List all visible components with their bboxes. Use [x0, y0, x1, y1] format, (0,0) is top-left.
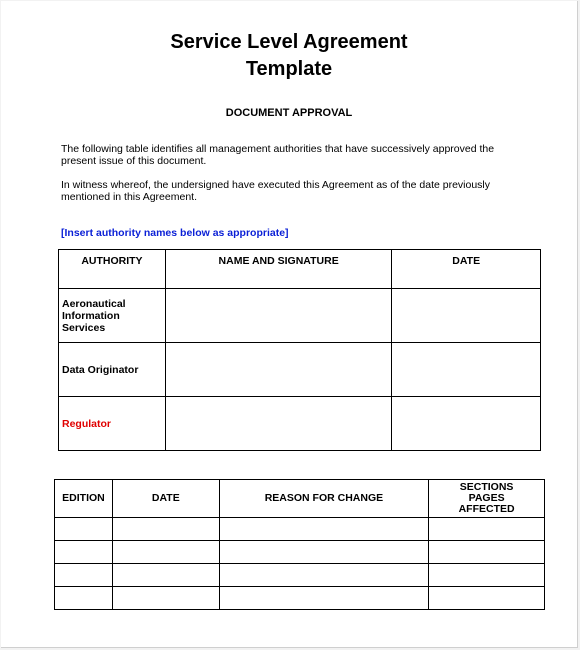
name-signature-cell[interactable]	[165, 397, 391, 451]
reason-cell[interactable]	[219, 587, 428, 610]
document-title	[1, 29, 577, 83]
insert-authority-note: [Insert authority names below as appropriate]	[61, 227, 289, 239]
approval-table	[58, 249, 541, 451]
approval-header-row	[59, 250, 541, 289]
edition-cell[interactable]	[55, 518, 113, 541]
edition-header: EDITION	[55, 480, 113, 518]
title-line-2: Template	[245, 58, 333, 80]
title-line-1: Service Level Agreement	[170, 31, 408, 53]
date-header: DATE	[392, 250, 541, 289]
reason-cell[interactable]	[219, 564, 428, 587]
edition-cell[interactable]	[55, 564, 113, 587]
table-row	[59, 289, 541, 343]
table-row	[55, 541, 545, 564]
table-row	[55, 518, 545, 541]
sections-header-line: SECTIONS	[459, 481, 514, 493]
approval-heading: DOCUMENT APPROVAL	[225, 107, 353, 119]
date-cell[interactable]	[112, 518, 219, 541]
table-row	[55, 564, 545, 587]
date-header: DATE	[112, 480, 219, 518]
sections-cell[interactable]	[429, 587, 545, 610]
reason-cell[interactable]	[219, 518, 428, 541]
authority-cell: Data Originator	[59, 343, 166, 397]
change-header-row	[55, 480, 545, 518]
authority-cell: Regulator	[59, 397, 166, 451]
affected-header-line: AFFECTED	[458, 503, 515, 515]
name-signature-cell[interactable]	[165, 343, 391, 397]
sections-cell[interactable]	[429, 541, 545, 564]
name-signature-cell[interactable]	[165, 289, 391, 343]
sections-cell[interactable]	[429, 564, 545, 587]
table-row	[59, 397, 541, 451]
authority-cell: Aeronautical Information Services	[59, 289, 166, 343]
witness-paragraph: In witness whereof, the undersigned have executed this Agreement as of the date previously mentioned in this Agreement.	[61, 179, 491, 203]
table-row	[55, 587, 545, 610]
reason-header: REASON FOR CHANGE	[219, 480, 428, 518]
date-cell[interactable]	[112, 564, 219, 587]
pages-header-line: PAGES	[468, 492, 505, 504]
sections-affected-header	[429, 480, 545, 518]
table-row	[59, 343, 541, 397]
authority-header: AUTHORITY	[59, 250, 166, 289]
change-record-table	[54, 479, 545, 610]
date-cell[interactable]	[392, 289, 541, 343]
date-cell[interactable]	[112, 587, 219, 610]
sections-cell[interactable]	[429, 518, 545, 541]
reason-cell[interactable]	[219, 541, 428, 564]
date-cell[interactable]	[392, 343, 541, 397]
name-signature-header: NAME AND SIGNATURE	[165, 250, 391, 289]
edition-cell[interactable]	[55, 541, 113, 564]
document-page	[1, 1, 578, 648]
edition-cell[interactable]	[55, 587, 113, 610]
date-cell[interactable]	[112, 541, 219, 564]
intro-paragraph: The following table identifies all management authorities that have successively approved the present issue of this document.	[61, 143, 495, 167]
date-cell[interactable]	[392, 397, 541, 451]
